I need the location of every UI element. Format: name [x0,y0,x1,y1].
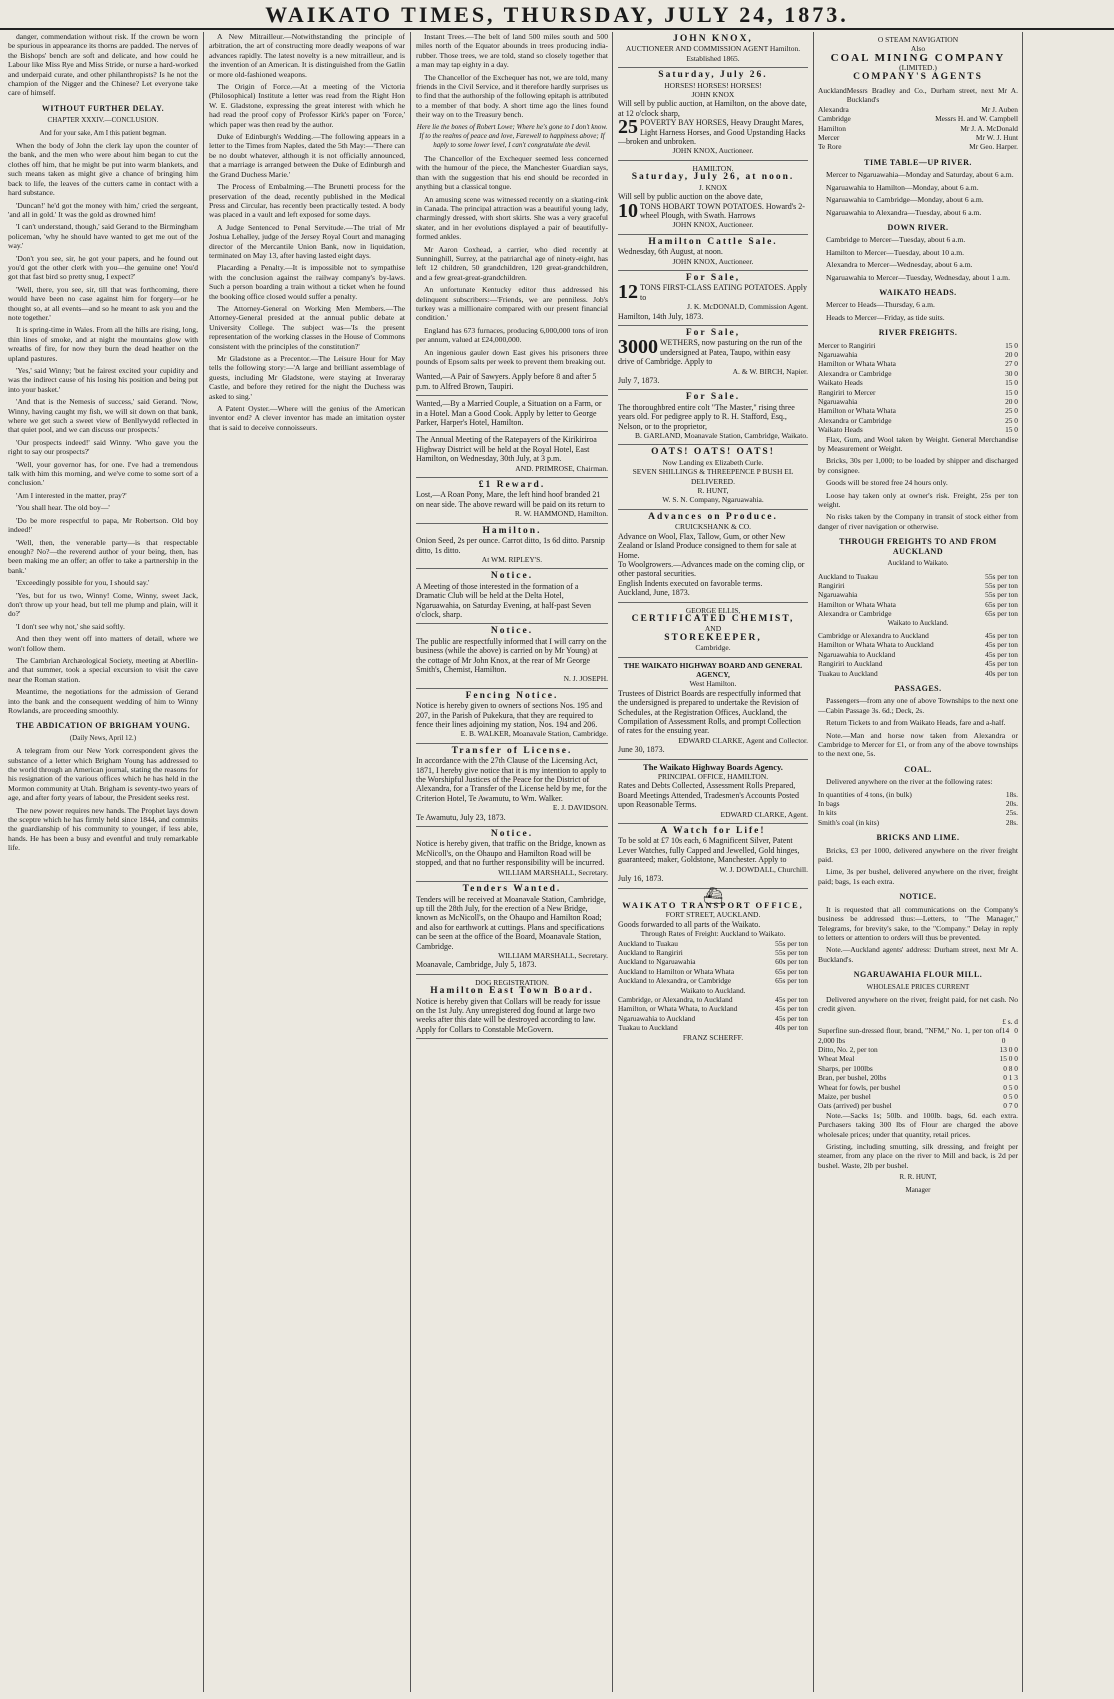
article-paragraph: And then they went off into matters of detail, where we won't follow them. [8,634,198,653]
column-1 [8,32,198,1692]
terms-line: Delivered anywhere on the river at the following rates: [826,777,993,787]
classified-ad: Wanted,—By a Married Couple, a Situation on a Farm, or in a Hotel. Man a Good Cook. Apply by letter to George Parker, Harper's Hotel, Hamilton. [416,396,608,432]
timetable-line: Mercer to Heads—Thursday, 6 a.m. [826,300,935,310]
timetable-line: Ngaruawahia to Alexandra—Tuesday, about 6 a.m. [826,207,982,217]
article-paragraph: 'I don't see why not,' she said softly. [16,621,125,631]
article-paragraph: 'I can't understand, though,' said Gerand to the Birmingham policeman, 'why he should have wanted to get me out of the way.' [8,222,198,251]
freight-row: Waikato Heads 15 0 [818,425,1018,435]
through-row: Rangiriri to Auckland 45s per ton [818,659,1018,669]
article-paragraph: 'And that is the Nemesis of success,' said Gerand. 'Now, Winny, having caught my fish, we will sit down on that bank, where we get such a sweet view of Benllywydd reflected in that quiet pool, and we can discuss our prospects.' [8,397,198,435]
price-row: Superfine sun-dressed flour, brand, "NFM," No. 1, per ton of 2,000 lbs 14 0 0 [818,1026,1018,1045]
terms-line: Flax, Gum, and Wool taken by Weight. General Merchandise by Measurement or Weight. [818,434,1018,454]
freight-row: Alexandra or Cambridge 30 0 [818,368,1018,378]
epitaph-verse: Here lie the bones of Robert Lowe; Where he's gone to I don't know. If to the realms of peace and love, Farewell to happiness above; If haply to some lower level, I can't congratulate the devil. [416,122,608,150]
tenders-ad: Tenders Wanted. Tenders will be received at Moanavale Station, Cambridge, up till the 28th July, for the erection of a New Bridge, known as McNicoll's, on the Ohaupo and Hamilton Road; and also for earthwork at cuttings. Plans and specifications can be seen at the office of the Board, Moanavale Station, Cambridge. WILLIAM MARSHALL, Secretary. Moanavale, Cambridge, July 5, 1873. [416,882,608,975]
rate-row: Auckland to Tuakau 55s per ton [618,938,808,948]
article-paragraph: danger, commendation without risk. If the crown be worn be spurious in appearance its thorns are padded. The nerves of the Bishops' bench are soft and delicate, and how could he Labour like Miss Rye and Miss Stride, or nurse a hard-worked and underpaid curate, and other philanthropists? Is he not the champion of the Nigger and the Chinese? Let everyone take care of himself. [8,32,198,98]
notice-ad: Notice. A Meeting of those interested in the formation of a Dramatic Club will be held at the Delta Hotel, Ngaruawahia, on Saturday Evening, at half-past Seven o'clock, sharp. [416,569,608,624]
epigraph: And for your sake, Am I this patient begman. [39,128,167,137]
freight-row: Mercer to Rangiriri 15 0 [818,340,1018,350]
terms-line: It is requested that all communications on the Company's business be addressed thus:—Letters, to "The Manager," Telegrams, for brevity's sake, to the "Company." Delay in reply to letters or attention to orders will thus be prevented. [818,904,1018,942]
highway-board-ad: THE WAIKATO HIGHWAY BOARD AND GENERAL AGENCY, West Hamilton. Trustees of District Boards are respectfully informed that the undersigned is prepared to undertake the Revision of Schedules, at the Registration Offices, Auckland, the Compilation of Assessment Rolls, and prompt Collection of rates for the ensuing year. EDWARD CLARKE, Agent and Collector. June 30, 1873. [618,658,808,760]
price-row: Oats (arrived) per bushel 0 7 0 [818,1101,1018,1111]
column-rule [612,32,613,1692]
rate-row: Hamilton, or Whata Whata, to Auckland 45s per ton [618,1004,808,1014]
terms-line: Lime, 3s per bushel, delivered anywhere on the river, freight paid; bags, 1s each extra. [818,867,1018,886]
rate-row: Auckland to Ngaruawahia 60s per ton [618,957,808,967]
right-margin [1026,32,1112,1692]
section-heading: WAIKATO HEADS. [879,287,957,297]
section-heading: BRICKS AND LIME. [876,833,960,843]
article-paragraph: 'Our prospects indeed!' said Winny. 'Who gave you the right to say our prospects?' [8,437,198,457]
reward-ad: £1 Reward. Lost,—A Roan Pony, Mare, the left hind hoof branded 21 on near side. The above reward will be paid on its return to R. W. HAMMOND, Hamilton. [416,478,608,524]
terms-line: Note.—Auckland agents' address: Durham street, next Mr A. Buckland's. [818,945,1018,964]
section-heading: TIME TABLE—UP RIVER. [864,157,972,167]
news-item: Mr Gladstone as a Precentor.—The Leisure Hour for May tells the following story:—'A large and brilliant assemblage of guests, including Mr Gladstone, were staying at Inveraray Castle, and before they retired for the night the Duchess was asked to sing.' [209,354,405,401]
section-heading: NGARUAWAHIA FLOUR MILL. [853,970,983,980]
price-row: Maize, per bushel 0 5 0 [818,1092,1018,1101]
rate-row: Auckland to Hamilton or Whata Whata 65s per ton [618,966,808,976]
meeting-notice: The Annual Meeting of the Ratepayers of the Kirikiriroa Highway District will be held at the Royal Hotel, East Hamilton, on Wednesday, 30th July, at 3 p.m. AND. PRIMROSE, Chairman. [416,432,608,478]
freight-row: Rangiriri to Mercer 15 0 [818,387,1018,397]
article-paragraph: It is spring-time in Wales. From all the hills are rising, long, thin lines of smoke, and at night the mountains glow with wreaths of fire, for now they burn the dead heather on the upland pastures. [8,325,198,363]
fencing-notice: Fencing Notice. Notice is hereby given to owners of sections Nos. 195 and 207, in the Parish of Pukekura, that they are required to fence their lines adjoining my station, Nos. 194 and 206. E. B. WALKER, Moanavale Station, Cambridge. [416,689,608,744]
terms-line: Bricks, 30s per 1,000; to be loaded by shipper and discharged by consignee. [818,456,1018,475]
article-paragraph: 'Duncan!' he'd got the money with him,' cried the sergeant, 'and all in gold.' It was the gold as drowned him! [8,200,198,219]
news-item: A Judge Sentenced to Penal Servitude.—The trial of Mr Joshua Lehalley, judge of the Jersey Royal Court and managing director of the Mercantile Union Bank, now in liquidation, terminated on May 13, after having lasted eight days. [209,222,405,260]
news-item: A New Mitrailleur.—Notwithstanding the principle of arbitration, the art of constructing more deadly weapons of war advances rapidly. The latest novelty is a new mitrailleur, and is the invention of an American. It is distinguished from the Gatlin or more old-fashioned weapons. [209,32,405,79]
terms-line: Return Tickets to and from Waikato Heads, fare and a-half. [826,718,1006,728]
section-heading: THROUGH FREIGHTS TO AND FROM AUCKLAND [839,537,997,556]
column-rule [410,32,411,1692]
through-row: Hamilton or Whata Whata 65s per ton [818,599,1018,609]
through-row: Tuakau to Auckland 40s per ton [818,668,1018,678]
timetable-line: Ngaruawahia to Cambridge—Monday, about 6 a.m. [826,195,984,205]
through-row: Alexandra or Cambridge 65s per ton [818,609,1018,619]
article-paragraph: A telegram from our New York correspondent gives the substance of a letter which Brigham Young has addressed to the world through an American journal, stating the reasons for his resignation of the various offices which he has held in the Mormon community at Utah. Brigham is seventy-two years of age, and after forty years of labour, the President seeks rest. [8,746,198,803]
town-board-notice: DOG REGISTRATION. Hamilton East Town Board. Notice is hereby given that Collars will be ready for issue on the 1st July. Any unregistered dog found at large two weeks after this date will be destroyed according to law. Apply for Collars to Constable McGovern. [416,975,608,1039]
column-3 [416,32,608,1692]
article-heading: WITHOUT FURTHER DELAY. [41,103,165,113]
article-paragraph: 'Well, your governor has, for one. I've had a tremendous talk with him this morning, and we've come to some sort of a conclusion.' [8,459,198,488]
coal-row: In bags 20s. [818,799,1018,809]
rate-row: Cambridge, or Alexandra, to Auckland 45s per ton [618,994,808,1004]
classified-ad: Wanted,—A Pair of Sawyers. Apply before 8 and after 5 p.m. to Alfred Brown, Taupiri. [416,369,608,396]
news-item: The Process of Embalming.—The Brunetti process for the preservation of the dead, recently published in the Medical Press and Circular, has recently been practically tested. A body was placed in a vault and left exposed for some days. [209,182,405,220]
timetable-line: Cambridge to Mercer—Tuesday, about 6 a.m. [826,235,966,245]
rate-row: Auckland to Rangiriri 55s per ton [618,947,808,957]
price-row: Bran, per bushel, 20lbs 0 1 3 [818,1073,1018,1083]
price-row: Wheat Meal 15 0 0 [818,1054,1018,1064]
oats-ad: OATS! OATS! OATS! Now Landing ex Elizabeth Curle. SEVEN SHILLINGS & THREEPENCE P BUSH EL DELIVERED. R. HUNT, W. S. N. Company, Ngaruawahia. [618,445,808,509]
timetable-line: Mercer to Ngaruawahia—Monday and Saturday, about 6 a.m. [826,170,1014,180]
freight-row: Hamilton or Whata Whata 25 0 [818,406,1018,416]
news-item: An ingenious gauler down East gives his prisoners three pounds of Epsom salts per week to prevent them breaking out. [416,347,608,366]
freight-row: Hamilton or Whata Whata 27 0 [818,359,1018,369]
section-heading: DOWN RIVER. [887,222,949,232]
terms-line: Gristing, including smutting, silk dressing, and freight per steamer, from any place on the river to Mill and back, is 2d per bushel. Waste, 2lb per bushel. [818,1142,1018,1170]
price-row: Wheat for fowls, per bushel 0 5 0 [818,1082,1018,1092]
article-paragraph: 'Well, there, you see, sir, till that was forthcoming, there would have been no case against him for forgery—or he thought so, at all events—and so he meant to ask you and the note together.' [8,284,198,322]
column-rule [813,32,814,1692]
news-item: An amusing scene was witnessed recently on a skating-rink in Canada. The principal attraction was a beautiful young lady, charmingly dressed, with short skirts. She was a very graceful skater, and in her evolutions displayed a pair of beautifully-formed ankles. [416,194,608,242]
section-heading: NOTICE. [899,892,937,902]
price-header: £ s. d [1002,1016,1018,1026]
terms-line: Goods will be stored free 24 hours only. [826,478,948,488]
through-row: Ngaruawahia 55s per ton [818,590,1018,600]
highway-agency-ad: The Waikato Highway Boards Agency. PRINCIPAL OFFICE, HAMILTON. Rates and Debts Collected, Assessment Rolls Prepared, Board Meetings Attended, Tradesmen's Accounts Posted upon Reasonable Terms. EDWARD CLARKE, Agent. [618,760,808,824]
column-rule [203,32,204,1692]
agent-row: Alexandra Mr J. Auben [818,104,1018,114]
article-paragraph: 'Yes, but for us two, Winny! Come, Winny, sweet Jack, don't throw up your head, but tell me plump and plain, will it do?' [8,590,198,619]
news-item: Duke of Edinburgh's Wedding.—The following appears in a letter to the Times from Naples, dated the 5th May:—'There can be no doubt whatever, although it is not officially announced, that a marriage is arranged between the Duke of Edinburgh and the Grand Duchess Marie.' [209,132,405,179]
through-row: Hamilton or Whata Whata to Auckland 45s per ton [818,640,1018,650]
news-item: The Chancellor of the Exchequer seemed less concerned with the humour of the piece, the Manchester Guardian says, than with the suggestion that his end should be recorded in anything but a classical tongue. [416,153,608,192]
freight-row: Alexandra or Cambridge 25 0 [818,415,1018,425]
terms-line: Loose hay taken only at owner's risk. Freight, 25s per ton weight. [818,490,1018,510]
steamer-icon: ⛴ [702,887,724,905]
seed-ad: Hamilton. Onion Seed, 2s per ounce. Carrot ditto, 1s 6d ditto. Parsnip ditto, 1s ditto. At WM. RIPLEY'S. [416,524,608,570]
newspaper-title: WAIKATO TIMES, THURSDAY, JULY 24, 1873. [265,2,849,27]
freight-row: Waikato Heads 15 0 [818,378,1018,388]
news-item: Instant Trees.—The belt of land 500 miles south and 500 miles north of the Equator abounds in trees producing india-rubber. Those trees, we are told, stand so closely together that a man may tap eighty in a day. [416,32,608,70]
column-4 [618,32,808,1692]
transport-office-ad: ⛴ WAIKATO TRANSPORT OFFICE, FORT STREET, AUCKLAND. Goods forwarded to all parts of the Waikato. Through Rates of Freight: Auckland to Waikato. Auckland to Tuakau 55s per ton Auckland to Rangiriri 55s per ton Auckland to Ngaruawahia 60s per ton Auckland to Hamilton or Whata Whata 65s per ton Auckland to Alexandra, or Cambridge 65s per ton Waikato to Auckland. Cambridge, or Alexandra, to Auckland 45s per ton Hamilton, or Whata Whata, to Auckland 45s per ton Ngaruawahia to Auckland 45s per ton Tuakau to Auckland 40s per ton FRANZ SCHERFF. [618,887,808,1042]
article-paragraph: 'You shall hear. The old boy—' [16,503,110,513]
article-paragraph: Meantime, the negotiations for the admission of Gerand into the bank and the consequent wedding of him to Winny Rowlands, are proceeding smoothly. [8,687,198,715]
column-rule [1022,32,1023,1692]
article-paragraph: When the body of John the clerk lay upon the counter of the bank, and the men who were about him began to cut the clothes off him, that he might be put into warm blankets, and such means taken as might give a chance of bringing him back to life, the leaves of the cutters came in contact with a hard substance. [8,141,198,198]
for-sale-ad: For Sale, 12 TONS FIRST-CLASS EATING POTATOES. Apply to J. K. McDONALD, Commission Agent. Hamilton, 14th July, 1873. [618,271,808,326]
through-row: Rangiriri 55s per ton [818,580,1018,590]
freight-row: Ngaruawahia 20 0 [818,397,1018,406]
article-paragraph: 'Well, then, the venerable party—is that respectable enough? No?—the reverend author of your being, then, has been making me an offer; an offer to take a partnership in the bank.' [8,537,198,575]
article-source: (Daily News, April 12.) [69,733,137,742]
news-item: Mr Aaron Coxhead, a carrier, who died recently at Sunninghill, Surrey, at the patriarchal age of ninety-eight, has left 12 children, 50 grandchildren, 120 great-grandchildren, and a few great-great-grandchildren. [416,244,608,282]
section-heading: PASSAGES. [894,683,942,693]
section-heading: RIVER FREIGHTS. [878,328,958,338]
agent-row: Te Rore Mr Geo. Harper. [818,142,1018,152]
bridge-notice: Notice. Notice is hereby given, that traffic on the Bridge, known as McNicoll's, on the Ohaupo and Hamilton Road will be stopped, and that no further responsibility will be incurred. WILLIAM MARSHALL, Secretary. [416,827,608,882]
chapter-label: CHAPTER XXXIV.—CONCLUSION. [47,116,159,125]
timetable-line: Ngaruawahia to Hamilton—Monday, about 6 a.m. [826,182,979,192]
through-row: Ngaruawahia to Auckland 45s per ton [818,649,1018,659]
column-5: O STEAM NAVIGATION Also COAL MINING COMPANY (LIMITED.) COMPANY'S AGENTS Auckland Messrs Bradley and Co., Durham street, next Mr A. Buckland's Alexandra Mr J. Auben Cambridge Messrs H. and W. Campbell Hamilton Mr J. A. McDonald Mercer Mr W. J. Hunt Te Rore Mr Geo. Harper. TIME TABLE—UP RIVER. Mercer to Ngaruawahia—Monday and Saturday, about 6 a.m. Ngaruawahia to Hamilton—Monday, about 6 a.m. Ngaruawahia to Cambridge—Monday, about 6 a.m. Ngaruawahia to Alexandra—Tuesday, about 6 a.m. DOWN RIVER. Cambridge to Mercer—Tuesday, about 6 a.m. Hamilton to Mercer—Tuesday, about 10 a.m. Alexandra to Mercer—Wednesday, about 6 a.m. Ngaruawahia to Mercer—Tuesday, Wednesday, about 1 a.m. WAIKATO HEADS. Mercer to Heads—Thursday, 6 a.m. Heads to Mercer—Friday, as tide suits. RIVER FREIGHTS. Mercer to Rangiriri 15 0 Ngaruawahia 20 0 Hamilton or Whata Whata 27 0 Alexandra or Cambridge 30 0 Waikato Heads 15 0 Rangiriri to Mercer 15 0 Ngaruawahia 20 0 Hamilton or Whata Whata 25 0 Alexandra or Cambridge 25 0 Waikato Heads 15 0 Flax, Gum, and Wool taken by Weight. General Merchandise by Measurement or Weight. Bricks, 30s per 1,000; to be loaded by shipper and discharged by consignee. Goods will be stored free 24 hours only. Loose hay taken only at owner's risk. Freight, 25s per ton weight. No risks taken by the Company in transit of stock either from danger of river navigation or otherwise. THROUGH FREIGHTS TO AND FROM AUCKLAND Auckland to Waikato. Auckland to Tuakau 55s per ton Rangiriri 55s per ton Ngaruawahia 55s per ton Hamilton or Whata Whata 65s per ton Alexandra or Cambridge 65s per ton Waikato to Auckland. Cambridge or Alexandra to Auckland 45s per ton Hamilton or Whata Whata to Auckland 45s per ton Ngaruawahia to Auckland 45s per ton Rangiriri to Auckland 45s per ton Tuakau to Auckland 40s per ton PASSAGES. Passengers—from any one of above Townships to the next one—Cabin Passage 3s. 6d.; Deck, 2s. Return Tickets to and from Waikato Heads, fare and a-half. Note.—Man and horse now taken from Alexandra or Cambridge to Mercer for £1, or from any of the above townships to the next one, 5s. COAL. Delivered anywhere on the river at the following rates: In quantities of 4 tons, (in bulk) 18s. In bags 20s. In kits 25s. Smith's coal (in kits) 28s. BRICKS AND LIME. Bricks, £3 per 1000, delivered anywhere on the river freight paid. Lime, 3s per bushel, delivered anywhere on the river, freight paid; bags, 1s each extra. NOTICE. It is requested that all communications on the Company's business be addressed thus:—Letters, to "The Manager," Telegrams, for brevity's sake, to the "Company." Delay in reply to letters or attention to orders will thus be prevented. Note.—Auckland agents' address: Durham street, next Mr A. Buckland's. NGARUAWAHIA FLOUR MILL. WHOLESALE PRICES CURRENT Delivered anywhere on the river, freight paid, for net cash. No credit given. £ s. d Superfine sun-dressed flour, brand, "NFM," No. 1, per ton of 2,000 lbs 14 0 0 Ditto, No. 2, per ton 13 0 0 Wheat Meal 15 0 0 Sharps, per 100lbs 0 8 0 Bran, per bushel, 20lbs 0 1 3 Wheat for fowls, per bushel 0 5 0 Maize, per bushel 0 5 0 Oats (arrived) per bushel 0 7 0 Note.—Sacks 1s; 50lb. and 100lb. bags, 6d. each extra. Purchasers taking 300 lbs of Flour are charged the above wholesale prices; under that quantity, retail prices. Gristing, including smutting, silk dressing, and freight per steamer, from any place on the river to Mill and back, is 2d per bushel. Waste, 2lb per bushel. R. R. HUNT, Manager [818,32,1018,1692]
coal-row: Smith's coal (in kits) 28s. [818,817,1018,827]
agent-row: Mercer Mr W. J. Hunt [818,133,1018,143]
news-item: The Chancellor of the Exchequer has not, we are told, many friends in the Civil Service, and it therefore hardly surprises us to find that the authorship of the following epitaph is attributed to a member of that body. A short time ago the lines found their way on to the Treasury bench. [416,72,608,120]
section-heading: COAL. [904,764,932,774]
rate-row: Auckland to Alexandra, or Cambridge 65s per ton [618,976,808,986]
news-item: The Origin of Force.—At a meeting of the Victoria (Philosophical) Institute a letter was read from the Right Hon W. E. Gladstone, expressing the great interest with which he had read the proof copy of Professor Kirk's paper on 'Force,' which paper was then read by the author. [209,82,405,129]
cattle-sale-ad: Hamilton Cattle Sale. Wednesday, 6th August, at noon. JOHN KNOX, Auctioneer. [618,235,808,271]
notice-ad: Notice. The public are respectfully informed that I will carry on the business (while the above) is carried on by Mr Young) at the cottage of Mr John Knox, at the rear of Mr George Smith's, Chemist, Hamilton. N. J. JOSEPH. [416,624,608,688]
through-row: Cambridge or Alexandra to Auckland 45s per ton [818,630,1018,640]
news-item: The Attorney-General on Working Men Members.—The Attorney-General presided at the annual public debate at University College. The subject was—'Is the present representation of the working classes in the House of Commons consistent with the principles of the constitution?' [209,303,405,351]
freight-row: Ngaruawahia 20 0 [818,349,1018,359]
masthead [0,0,1114,30]
news-item: Placarding a Penalty.—It is impossible not to sympathise with the conclusion against the railway company's by-laws. Such a person boarding a train without a ticket when he found the booking office closed would suffer a penalty. [209,263,405,301]
potato-sale-ad: HAMILTON. Saturday, July 26, at noon. J. KNOX Will sell by public auction on the above date, 10 TONS HOBART TOWN POTATOES. Howard's 2-wheel Plough, with Swath. Harrows JOHN KNOX, Auctioneer. [618,161,808,235]
article-paragraph: 'Exceedingly possible for you, I should say.' [16,578,150,588]
agent-row: Auckland Messrs Bradley and Co., Durham street, next Mr A. Buckland's [818,86,1018,105]
terms-line: No risks taken by the Company in transit of stock either from danger of river navigation or otherwise. [818,512,1018,531]
for-sale-ad: For Sale. The thoroughbred entire colt "The Master," rising three years old. For pedigree apply to R. H. Stafford, Esq., Nelson, or to the proprietor, B. GARLAND, Moanavale Station, Cambridge, Waikato. [618,390,808,445]
license-notice: Transfer of License. In accordance with the 27th Clause of the Licensing Act, 1871, I hereby give notice that it is my intention to apply to the Worshipful Justices of the Peace for the District of Alexandra, for a Transfer of the License held by me, for the Criterion Hotel, Te Awamutu, to Wm. Walker. E. J. DAVIDSON. Te Awamutu, July 23, 1873. [416,744,608,827]
timetable-line: Alexandra to Mercer—Wednesday, about 6 a.m. [826,260,973,270]
article-paragraph: 'Do be more respectful to papa, Mr Robertson. Old boy indeed!' [8,515,198,535]
horse-sale-ad: Saturday, July 26. HORSES! HORSES! HORSES! JOHN KNOX Will sell by public auction, at Hamilton, on the above date, at 12 o'clock sharp, 25 POVERTY BAY HORSES, Heavy Draught Mares, Light Harness Horses, and Good Upstanding Hacks—broken and unbroken. JOHN KNOX, Auctioneer. [618,68,808,161]
for-sale-ad: For Sale, 3000 WETHERS, now pasturing on the run of the undersigned at Patea, Taupo, within easy drive of Cambridge. Apply to A. & W. BIRCH, Napier. July 7, 1873. [618,326,808,390]
rate-row: Ngaruawahia to Auckland 45s per ton [618,1013,808,1023]
watch-ad: A Watch for Life! To be sold at £7 10s each, 6 Magnificent Silver, Patent Lever Watches, fully Capped and Jewelled, Gold hinges, guaranteed; maker, Goldstone, Manchester. Apply to W. J. DOWDALL, Churchill. July 16, 1873. [618,824,808,888]
timetable-line: Hamilton to Mercer—Tuesday, about 10 a.m. [826,247,964,257]
timetable-line: Heads to Mercer—Friday, as tide suits. [826,312,945,322]
coal-row: In quantities of 4 tons, (in bulk) 18s. [818,789,1018,799]
rate-row: Tuakau to Auckland 40s per ton [618,1023,808,1033]
article-paragraph: 'Don't you see, sir, he got your papers, and he found out you'd got the other clerk with you—the genuine one! You'd got that fast bird so pretty snug, I expect?' [8,253,198,282]
terms-line: Bricks, £3 per 1000, delivered anywhere on the river freight paid. [818,845,1018,865]
through-row: Auckland to Tuakau 55s per ton [818,571,1018,581]
article-paragraph: The new power requires new hands. The Prophet lays down the sceptre which he has firmly held since 1844, and commits the guardianship of his community to younger, if less able, hands. He has been a busy and eventful and truly remarkable life. [8,805,198,853]
article-heading: THE ABDICATION OF BRIGHAM YOUNG. [15,721,191,731]
agent-row: Hamilton Mr J. A. McDonald [818,123,1018,133]
agent-row: Cambridge Messrs H. and W. Campbell [818,114,1018,124]
news-item: England has 673 furnaces, producing 6,000,000 tons of iron per annum, valued at £24,000,000. [416,325,608,345]
terms-line: Note.—Man and horse now taken from Alexandra or Cambridge to Mercer for £1, or from any of the above townships to the next one, 5s. [818,730,1018,759]
coal-row: In kits 25s. [818,808,1018,818]
column-2 [209,32,405,1692]
timetable-line: Ngaruawahia to Mercer—Tuesday, Wednesday, about 1 a.m. [826,272,1010,282]
news-item: A Patent Oyster.—Where will the genius of the American inventor end? A clever inventor has made an imitation oyster that is said to deceive connoisseurs. [209,404,405,432]
article-paragraph: 'Am I interested in the matter, pray?' [16,490,127,500]
terms-line: Delivered anywhere on the river, freight paid, for net cash. No credit given. [818,994,1018,1014]
news-item: An unfortunate Kentucky editor thus addressed his delinquent subscribers:—'Friends, we are penniless. Job's turkey was a millionaire compared with our present financial condition.' [416,285,608,323]
article-paragraph: 'Yes,' said Winny; 'but he fairest excited your cupidity and was the indirect cause of his losing his position and being put into your basket.' [8,366,198,394]
terms-line: Note.—Sacks 1s; 50lb. and 100lb. bags, 6d. each extra. Purchasers taking 300 lbs of Flour are charged the above wholesale prices; under that quantity, retail prices. [818,1110,1018,1139]
advances-ad: Advances on Produce. CRUICKSHANK & CO. Advance on Wool, Flax, Tallow, Gum, or other New Zealand or Island Produce consigned to them for sale at Home. To Woolgrowers.—Advances made on the coming clip, or other pastoral securities. English Indents executed on favorable terms. Auckland, June, 1873. [618,510,808,603]
coal-company-ad: O STEAM NAVIGATION Also COAL MINING COMPANY (LIMITED.) COMPANY'S AGENTS [830,35,1006,82]
price-row: Sharps, per 100lbs 0 8 0 [818,1063,1018,1073]
article-paragraph: The Cambrian Archæological Society, meeting at Aberllin-and that summer, took a special excursion to visit the cave near the Roman station. [8,655,198,684]
auctioneer-card: JOHN KNOX, AUCTIONEER AND COMMISSION AGENT Hamilton. Established 1865. [618,32,808,68]
chemist-card: GEORGE ELLIS, CERTIFICATED CHEMIST, AND STOREKEEPER, Cambridge. [618,603,808,658]
price-row: Ditto, No. 2, per ton 13 0 0 [818,1044,1018,1054]
terms-line: Passengers—from any one of above Townships to the next one—Cabin Passage 3s. 6d.; Deck, 2s. [818,696,1018,715]
